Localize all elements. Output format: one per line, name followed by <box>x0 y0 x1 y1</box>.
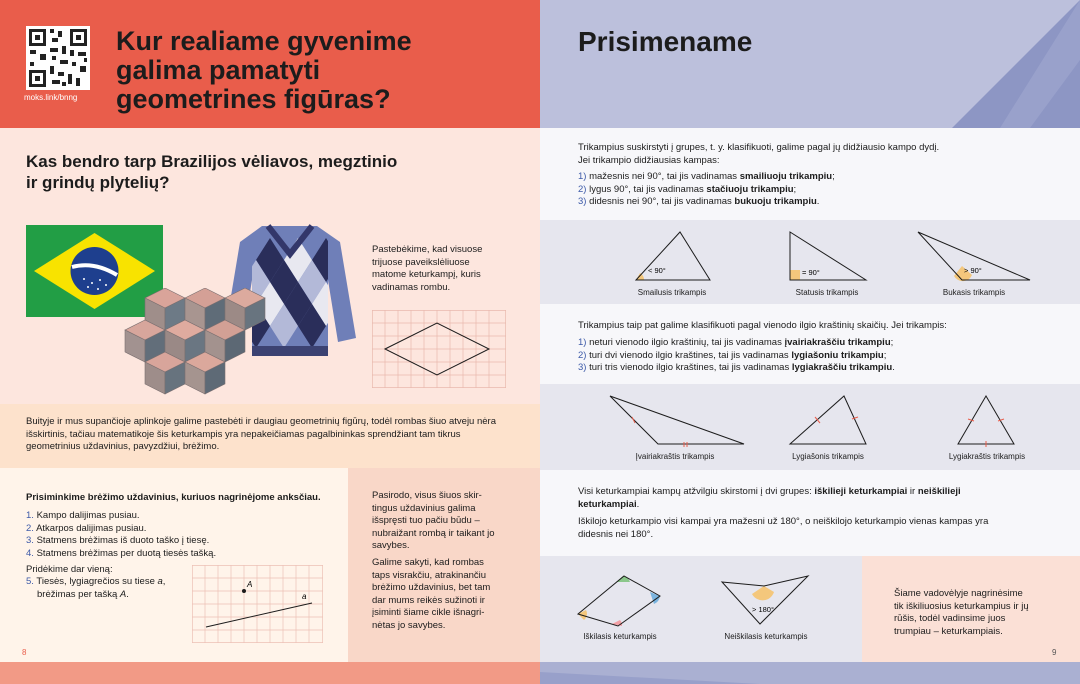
list-item: 3. Statmens brėžimas iš duoto taško į tiesę. <box>26 535 210 546</box>
label-a: a <box>302 592 307 601</box>
page-number-right: 9 <box>1052 648 1057 657</box>
triangle-caption: Įvairiakraštis trikampis <box>635 452 715 461</box>
left-footer <box>0 662 540 684</box>
acute-triangle-figure <box>630 228 714 284</box>
note-text: Šiame vadovėlyje nagrinėsime tik iškiliuosius keturkampius ir jų rūšis, todėl vadinsime juos trumpiau – keturkampiais. <box>894 588 1029 637</box>
parallel-line-grid-figure <box>192 565 323 643</box>
scalene-triangle-figure <box>604 392 748 448</box>
list-item: 2) lygus 90°, tai jis vadinamas stačiuoju trikampiu; <box>578 183 797 195</box>
triangle-caption: Lygiakraštis trikampis <box>948 452 1026 461</box>
context-section <box>0 404 540 468</box>
list-item: 1) mažesnis nei 90°, tai jis vadinamas smailiuoju trikampiu; <box>578 171 835 182</box>
task-list <box>26 510 216 560</box>
triangle-caption: Smailusis trikampis <box>637 288 707 297</box>
point-A <box>242 589 246 593</box>
context-text: Buityje ir mus supančioje aplinkoje galime pastebėti ir daugiau geometrinių figūrų, todėl rombas šiuo atveju nėra išskirtinis, tačiau matematikoje šis keturkampis yra nepakeičiamas pagalbininkas sprendžiant tam tikrus geometrinius uždavinius, pavyzdžiui, brėžimo. <box>26 416 496 452</box>
quad-caption: Iškilasis keturkampis <box>583 632 657 641</box>
side-intro: Trikampius taip pat galime klasifikuoti pagal vienodo ilgio kraštinių skaičių. Jei trikampis: <box>578 320 947 331</box>
note-box <box>862 556 1080 662</box>
angle-label: > 180° <box>752 605 774 614</box>
left-header <box>0 0 540 128</box>
decorative-triangle <box>930 0 1080 128</box>
list-item: 3) didesnis nei 90°, tai jis vadinamas bukuoju trikampiu. <box>578 196 820 207</box>
angle-label: > 90° <box>964 266 982 275</box>
angle-label: = 90° <box>802 268 820 277</box>
list-item: 2. Atkarpos dalijimas pusiau. <box>26 522 147 534</box>
footer-decor <box>540 662 840 684</box>
explanation-text-2: Galime sakyti, kad rombas taps visrakčiu, atrakinančiu brėžimo uždavinius, bet tam dar mums reikės sužinoti ir įsiminti šiame cikle išnagri-nėtas jo savybes. <box>372 557 491 631</box>
title-line: galima pamatyti <box>116 55 321 85</box>
list-item: 4. Statmens brėžimas per duotą tiesės tašką. <box>26 547 217 559</box>
rhombus-grid-figure <box>372 310 506 388</box>
observation-text: Pastebėkime, kad visuose trijuose paveikslėliuose matome keturkampį, kuris vadinamas rombu. <box>372 244 483 293</box>
list-item: 1. Kampo dalijimas pusiau. <box>26 510 140 521</box>
add-one-label: Pridėkime dar vieną: <box>26 564 113 575</box>
page-number-left: 8 <box>22 648 27 657</box>
task5-item: 5. Tiesės, lygiagrečios su tiese a, brėžimas per tašką A. <box>26 576 166 600</box>
quad-angles-text: Iškilojo keturkampio visi kampai yra mažesni už 180°, o neiškilojo keturkampio vienas kampas yra didesnis nei 180°. <box>578 516 989 540</box>
angle-classification-list <box>578 171 835 209</box>
question-section <box>0 128 540 404</box>
title-line: Kur realiame gyvenime <box>116 26 412 56</box>
qr-code-icon[interactable] <box>26 26 90 90</box>
isosceles-triangle-figure <box>786 392 872 448</box>
recall-section <box>0 468 348 662</box>
quad-groups-text: Visi keturkampiai kampų atžvilgiu skirstomi į dvi grupes: iškilieji keturkampiai ir neiškilieji keturkampiai. <box>578 486 961 510</box>
question-line: ir grindų plytelių? <box>26 173 170 192</box>
right-footer <box>540 662 1080 684</box>
equilateral-triangle-figure <box>954 392 1020 448</box>
list-item: 3) turi tris vienodo ilgio kraštines, tai jis vadinamas lygiakraščiu trikampiu. <box>578 362 895 373</box>
list-item: 2) turi dvi vienodo ilgio kraštines, tai jis vadinamas lygiašoniu trikampiu; <box>578 349 887 361</box>
explanation-text-1: Pasirodo, visus šiuos skir-tingus uždavinius galima išspręsti tuo pačiu būdu – nubraižant rombą ir taikant jo savybes. <box>372 490 495 551</box>
explanation-section <box>348 468 540 662</box>
page-title <box>116 27 412 114</box>
recall-title: Prisiminkime brėžimo uždavinius, kuriuos nagrinėjome anksčiau. <box>26 492 321 503</box>
label-A: A <box>247 580 253 589</box>
angle-label: < 90° <box>648 266 666 275</box>
angle-intro: Trikampius suskirstyti į grupes, t. y. klasifikuoti, galime pagal jų didžiausio kampo dydį. Jei trikampio didžiausias kampas: <box>578 142 940 166</box>
side-classification-list <box>578 337 895 375</box>
triangle-caption: Bukasis trikampis <box>942 288 1006 297</box>
concave-quadrilateral-figure <box>718 572 814 628</box>
qr-caption[interactable]: moks.link/bnng <box>24 93 78 102</box>
question-line: Kas bendro tarp Brazilijos vėliavos, megztinio <box>26 152 398 171</box>
title-line: geometrines figūras? <box>116 84 391 114</box>
floor-tiles-image <box>115 288 275 408</box>
triangle-caption: Lygiašonis trikampis <box>792 452 864 461</box>
right-page-title: Prisimename <box>578 26 753 57</box>
question-heading <box>26 151 397 193</box>
list-item: 1) neturi vienodo ilgio kraštinių, tai jis vadinamas įvairiakraščiu trikampiu; <box>578 337 894 348</box>
right-triangle-figure <box>786 228 870 284</box>
triangle-caption: Statusis trikampis <box>795 288 859 297</box>
right-header <box>540 0 1080 128</box>
obtuse-triangle-figure <box>914 228 1034 284</box>
quad-caption: Neiškilasis keturkampis <box>724 632 808 641</box>
convex-quadrilateral-figure <box>574 568 674 628</box>
